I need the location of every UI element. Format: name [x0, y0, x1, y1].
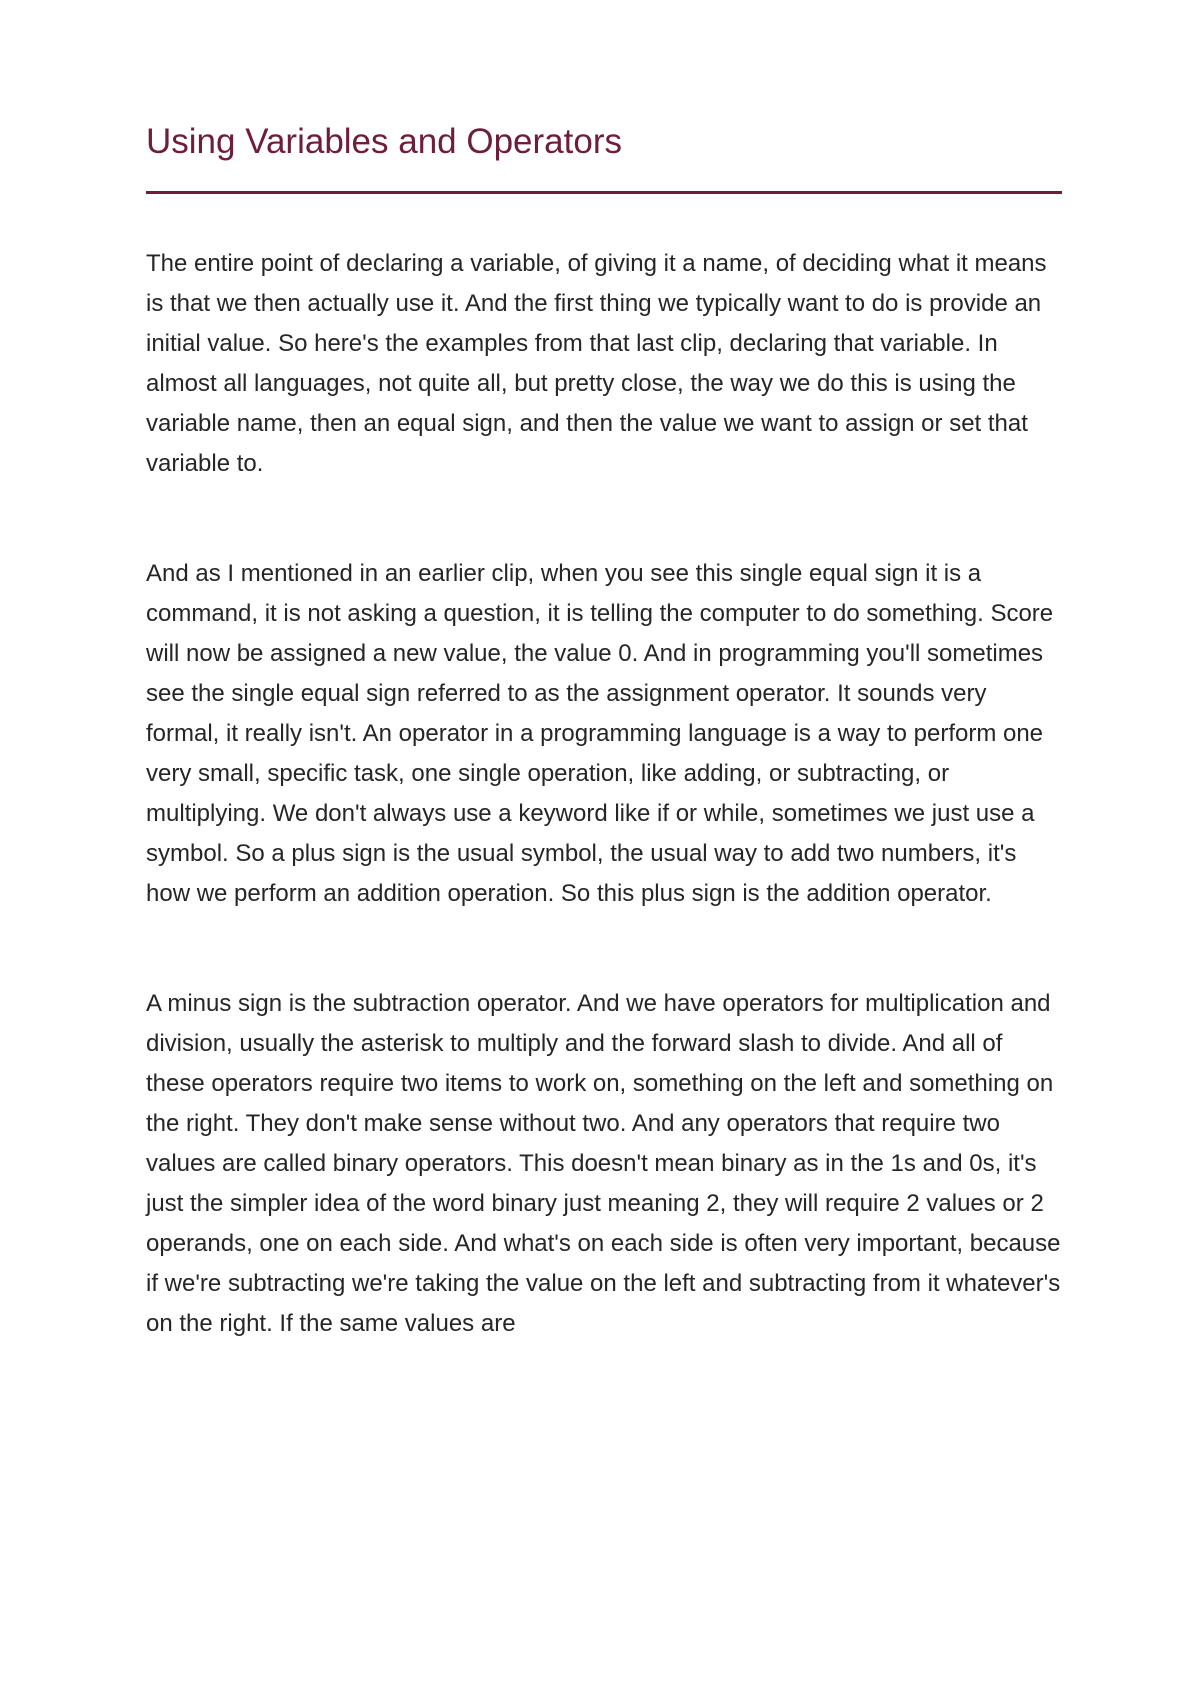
paragraph-3: A minus sign is the subtraction operator. And we have operators for multiplication and division, usually the asterisk to multiply and the forward slash to divide. And all of these operators require two items to work on, something on the left and something on the right. They don't make sense without two. And any operators that require two values are called binary operators. This doesn't mean binary as in the 1s and 0s, it's just the simpler idea of the word binary just meaning 2, they will require 2 values or 2 operands, one on each side. And what's on each side is often very important, because if we're subtracting we're taking the value on the left and subtracting from it whatever's on the right. If the same values are [146, 990, 1061, 1337]
paragraph-1: The entire point of declaring a variable, of giving it a name, of deciding what it means is that we then actually use it. And the first thing we typically want to do is provide an initial value. So here's the examples from that last clip, declaring that variable. In almost all languages, not quite all, but pretty close, the way we do this is using the variable name, then an equal sign, and then the value we want to assign or set that variable to. [146, 250, 1047, 477]
paragraph-2: And as I mentioned in an earlier clip, when you see this single equal sign it is a command, it is not asking a question, it is telling the computer to do something. Score will now be assigned a new value, the value 0. And in programming you'll sometimes see the single equal sign referred to as the assignment operator. It sounds very formal, it really isn't. An operator in a programming language is a way to perform one very small, specific task, one single operation, like adding, or subtracting, or multiplying. We don't always use a keyword like if or while, sometimes we just use a symbol. So a plus sign is the usual symbol, the usual way to add two numbers, it's how we perform an addition operation. So this plus sign is the addition operator. [146, 560, 1054, 907]
page-content [146, 118, 1062, 1344]
page-title: Using Variables and Operators [146, 122, 622, 161]
title-divider [146, 191, 1062, 194]
